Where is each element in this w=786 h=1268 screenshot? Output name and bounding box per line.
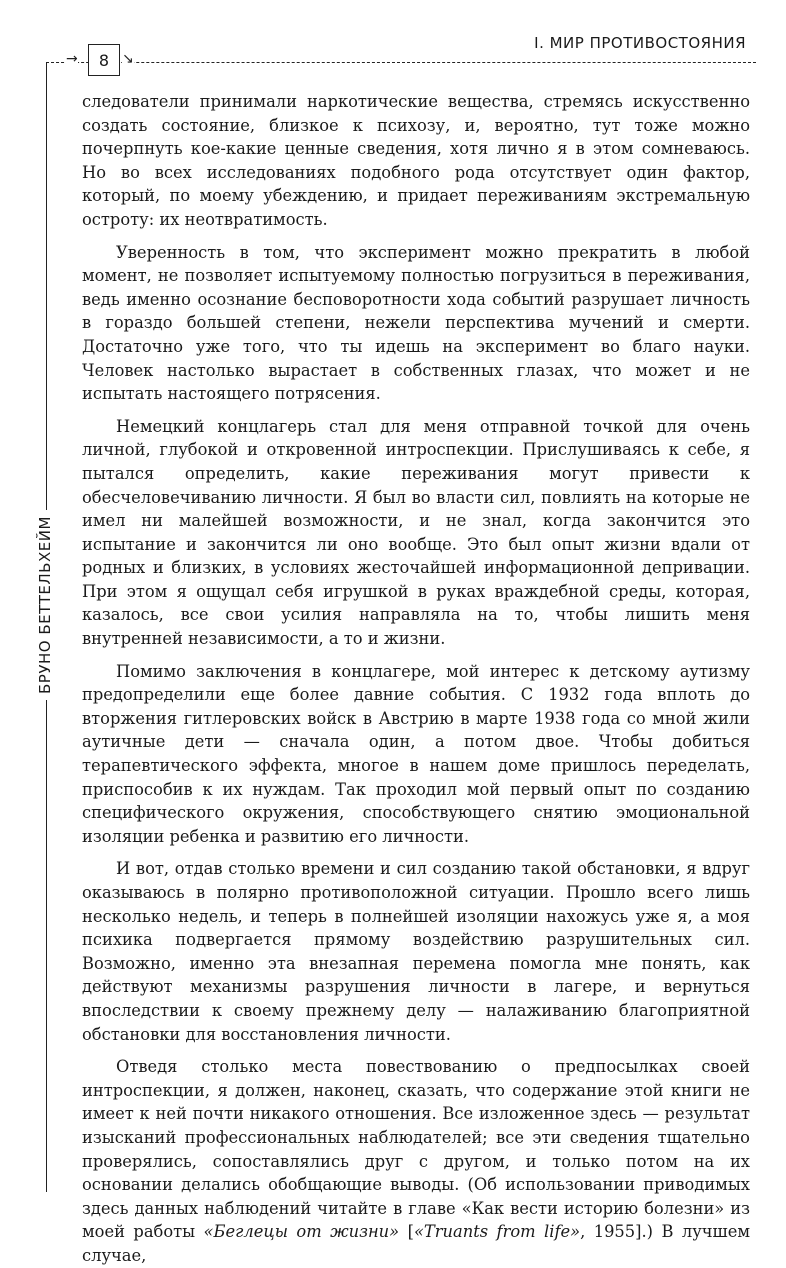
book-title-ru: «Беглецы от жизни» xyxy=(203,1222,400,1242)
book-title-en: «Truants from life» xyxy=(413,1222,581,1242)
paragraph: Немецкий концлагерь стал для меня отправной точкой для очень личной, глубокой и откровенной интроспекции. Прислушиваясь к себе, я пытался определить, какие переживания могут привести к обесчеловечиванию личности. Я был во власти сил, повлиять на которые не имел ни малейшей возможности, и не знал, когда закончится это испытание и закончится ли оно вообще. Это был опыт жизни вдали от родных и близких, в условиях жесточайшей информационной депривации. При этом я ощущал себя игрушкой в руках враждебной среды, которая, казалось, все свои усилия направляла на то, чтобы лишить меня внутренней независимости, а то и жизни. xyxy=(82,416,750,649)
paragraph xyxy=(82,1055,750,1267)
body-text xyxy=(82,90,750,1268)
chapter-title: I. МИР ПРОТИВОСТОЯНИЯ xyxy=(526,34,746,52)
arrow-right-icon: → xyxy=(66,51,78,67)
paragraph: И вот, отдав столько времени и сил созданию такой обстановки, я вдруг оказываюсь в полярно противоположной ситуации. Прошло всего лишь несколько недель, и теперь в полнейшей изоляции нахожусь уже я, а моя психика подвергается прямому воздействию разрушительных сил. Возможно, именно эта внезапная перемена помогла мне понять, как действуют механизмы разрушения личности в лагере, и вернуться впоследствии к своему прежнему делу — налаживанию благоприятной обстановки для восстановления личности. xyxy=(82,859,750,1044)
paragraph: Уверенность в том, что эксперимент можно прекратить в любой момент, не позволяет испытуемому полностью погрузиться в переживания, ведь именно осознание бесповоротности хода событий разрушает личность в гораздо большей степени, нежели перспектива мучений и смерти. Достаточно уже того, что ты идешь на эксперимент во благо науки. Человек настолько вырастает в собственных глазах, что может и не испытать настоящего потрясения. xyxy=(82,242,750,404)
page-number: 8 xyxy=(88,44,120,76)
paragraph-text: , 1955].) В лучшем случае, xyxy=(82,1222,750,1265)
arrow-down-right-icon: ↘ xyxy=(122,51,134,67)
paragraph-text: Отведя столько места повествованию о предпосылках своей интроспекции, я должен, наконец, сказать, что содержание этой книги не имеет к ней почти никакого отношения. Все изложенное здесь — результат изысканий профессиональных наблюдателей; все эти сведения тщательно проверялись, сопоставлялись друг с другом, и только потом на их основании делались обобщающие выводы. (Об использовании приводимых здесь данных наблюдений читайте в главе «Как вести историю болезни» из моей работы xyxy=(82,1057,750,1242)
paragraph: Помимо заключения в концлагере, мой интерес к детскому аутизму предопределили еще более давние события. С 1932 года вплоть до вторжения гитлеровских войск в Австрию в марте 1938 года со мной жили аутичные дети — сначала один, а потом двое. Чтобы добиться терапевтического эффекта, многое в нашем доме пришлось переделать, приспособив к их нуждам. Так проходил мой первый опыт по созданию специфического окружения, способствующего снятию эмоциональной изоляции ребенка и развитию его личности. xyxy=(82,661,750,846)
paragraph: следователи принимали наркотические вещества, стремясь искусственно создать состояние, близкое к психозу, и, вероятно, тут тоже можно почерпнуть кое-какие ценные сведения, хотя лично я в этом сомневаюсь. Но во всех исследованиях подобного рода отсутствует один фактор, который, по моему убеждению, и придает переживаниям экстремальную остроту: их неотвратимость. xyxy=(82,92,750,229)
side-author-title: БРУНО БЕТТЕЛЬХЕЙМ xyxy=(36,510,54,700)
paragraph-text: [ xyxy=(399,1222,414,1242)
header-rule xyxy=(46,62,756,63)
